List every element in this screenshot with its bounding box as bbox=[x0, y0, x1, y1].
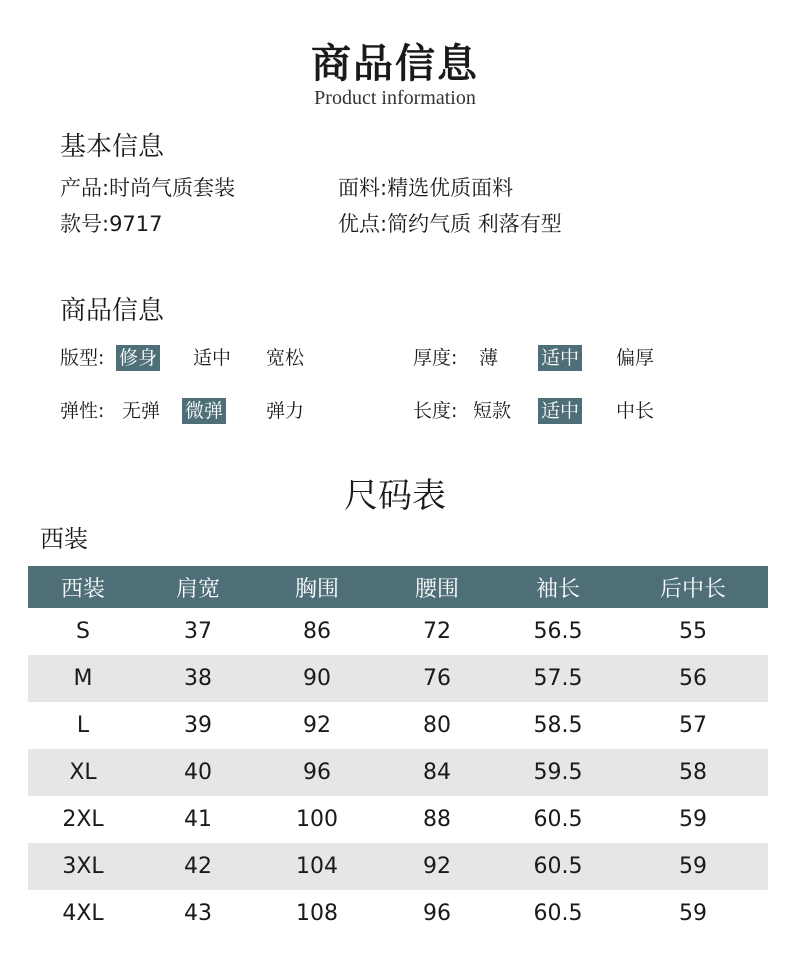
fit-label: 版型: bbox=[60, 347, 105, 369]
cell-sleeve: 60.5 bbox=[533, 807, 583, 832]
table-row bbox=[28, 702, 768, 749]
cell-size: L bbox=[76, 713, 90, 738]
cell-chest: 90 bbox=[258, 655, 376, 702]
cell-size: XL bbox=[28, 749, 138, 796]
cell-back-length: 59 bbox=[679, 807, 707, 832]
fit-option-regular: 适中 bbox=[193, 347, 232, 369]
cell-size: 4XL bbox=[62, 901, 104, 926]
column-header-chest: 胸围 bbox=[258, 566, 376, 608]
cell-back-length: 59 bbox=[618, 843, 768, 890]
elasticity-option-none: 无弹 bbox=[122, 400, 161, 422]
cell-shoulder: 42 bbox=[138, 843, 258, 890]
column-header-shoulder: 肩宽 bbox=[138, 566, 258, 608]
cell-size: S bbox=[76, 619, 90, 644]
cell-back-length: 57 bbox=[679, 713, 707, 738]
size-chart-title: 尺码表 bbox=[344, 476, 446, 516]
table-row bbox=[28, 890, 768, 937]
table-row bbox=[28, 655, 768, 702]
product-name: 产品:时尚气质套装 bbox=[60, 176, 236, 200]
cell-waist: 84 bbox=[376, 749, 498, 796]
table-row bbox=[28, 796, 768, 843]
cell-size: M bbox=[28, 655, 138, 702]
thickness-option-thick: 偏厚 bbox=[616, 347, 655, 369]
cell-waist: 80 bbox=[423, 713, 451, 738]
cell-back-length: 55 bbox=[679, 619, 707, 644]
cell-sleeve: 59.5 bbox=[498, 749, 618, 796]
length-option-medium: 适中 bbox=[538, 398, 582, 424]
features: 优点:简约气质 利落有型 bbox=[338, 212, 562, 236]
elasticity-label: 弹性: bbox=[60, 400, 105, 422]
elasticity-option-slight: 微弹 bbox=[182, 398, 226, 424]
table-row bbox=[28, 843, 768, 890]
column-header-back-length: 后中长 bbox=[618, 566, 768, 608]
cell-waist: 92 bbox=[376, 843, 498, 890]
page-subtitle: Product information bbox=[314, 87, 476, 109]
cell-back-length: 58 bbox=[618, 749, 768, 796]
cell-waist: 88 bbox=[423, 807, 451, 832]
cell-chest: 96 bbox=[258, 749, 376, 796]
cell-shoulder: 37 bbox=[184, 619, 212, 644]
cell-sleeve: 57.5 bbox=[498, 655, 618, 702]
table-row bbox=[28, 608, 768, 655]
cell-shoulder: 39 bbox=[184, 713, 212, 738]
cell-chest: 86 bbox=[303, 619, 331, 644]
cell-sleeve: 58.5 bbox=[533, 713, 583, 738]
cell-waist: 96 bbox=[423, 901, 451, 926]
fit-option-slim: 修身 bbox=[116, 345, 160, 371]
column-header-size: 西装 bbox=[28, 566, 138, 608]
length-option-long: 中长 bbox=[616, 400, 655, 422]
length-label: 长度: bbox=[413, 400, 458, 422]
cell-shoulder: 41 bbox=[184, 807, 212, 832]
cell-chest: 100 bbox=[296, 807, 338, 832]
page-title: 商品信息 bbox=[311, 40, 479, 87]
cell-size: 3XL bbox=[28, 843, 138, 890]
size-table-label: 西装 bbox=[40, 525, 88, 553]
thickness-option-medium: 适中 bbox=[538, 345, 582, 371]
cell-sleeve: 60.5 bbox=[533, 901, 583, 926]
cell-size: 2XL bbox=[62, 807, 104, 832]
cell-shoulder: 38 bbox=[138, 655, 258, 702]
column-header-waist: 腰围 bbox=[376, 566, 498, 608]
cell-sleeve: 56.5 bbox=[533, 619, 583, 644]
size-table bbox=[28, 566, 768, 937]
size-table-header bbox=[28, 566, 768, 608]
cell-shoulder: 43 bbox=[184, 901, 212, 926]
cell-chest: 104 bbox=[258, 843, 376, 890]
cell-waist: 76 bbox=[376, 655, 498, 702]
model-number: 款号:9717 bbox=[60, 212, 163, 236]
thickness-option-thin: 薄 bbox=[479, 347, 499, 369]
thickness-label: 厚度: bbox=[413, 347, 458, 369]
cell-back-length: 56 bbox=[618, 655, 768, 702]
fit-option-loose: 宽松 bbox=[266, 347, 305, 369]
basic-info-heading: 基本信息 bbox=[60, 132, 165, 162]
length-option-short: 短款 bbox=[473, 400, 512, 422]
column-header-sleeve: 袖长 bbox=[498, 566, 618, 608]
cell-waist: 72 bbox=[423, 619, 451, 644]
product-info-heading: 商品信息 bbox=[60, 296, 165, 326]
cell-chest: 108 bbox=[296, 901, 338, 926]
cell-sleeve: 60.5 bbox=[498, 843, 618, 890]
cell-back-length: 59 bbox=[679, 901, 707, 926]
elasticity-option-stretch: 弹力 bbox=[266, 400, 305, 422]
cell-chest: 92 bbox=[303, 713, 331, 738]
material: 面料:精选优质面料 bbox=[338, 176, 514, 200]
cell-shoulder: 40 bbox=[138, 749, 258, 796]
table-row bbox=[28, 749, 768, 796]
